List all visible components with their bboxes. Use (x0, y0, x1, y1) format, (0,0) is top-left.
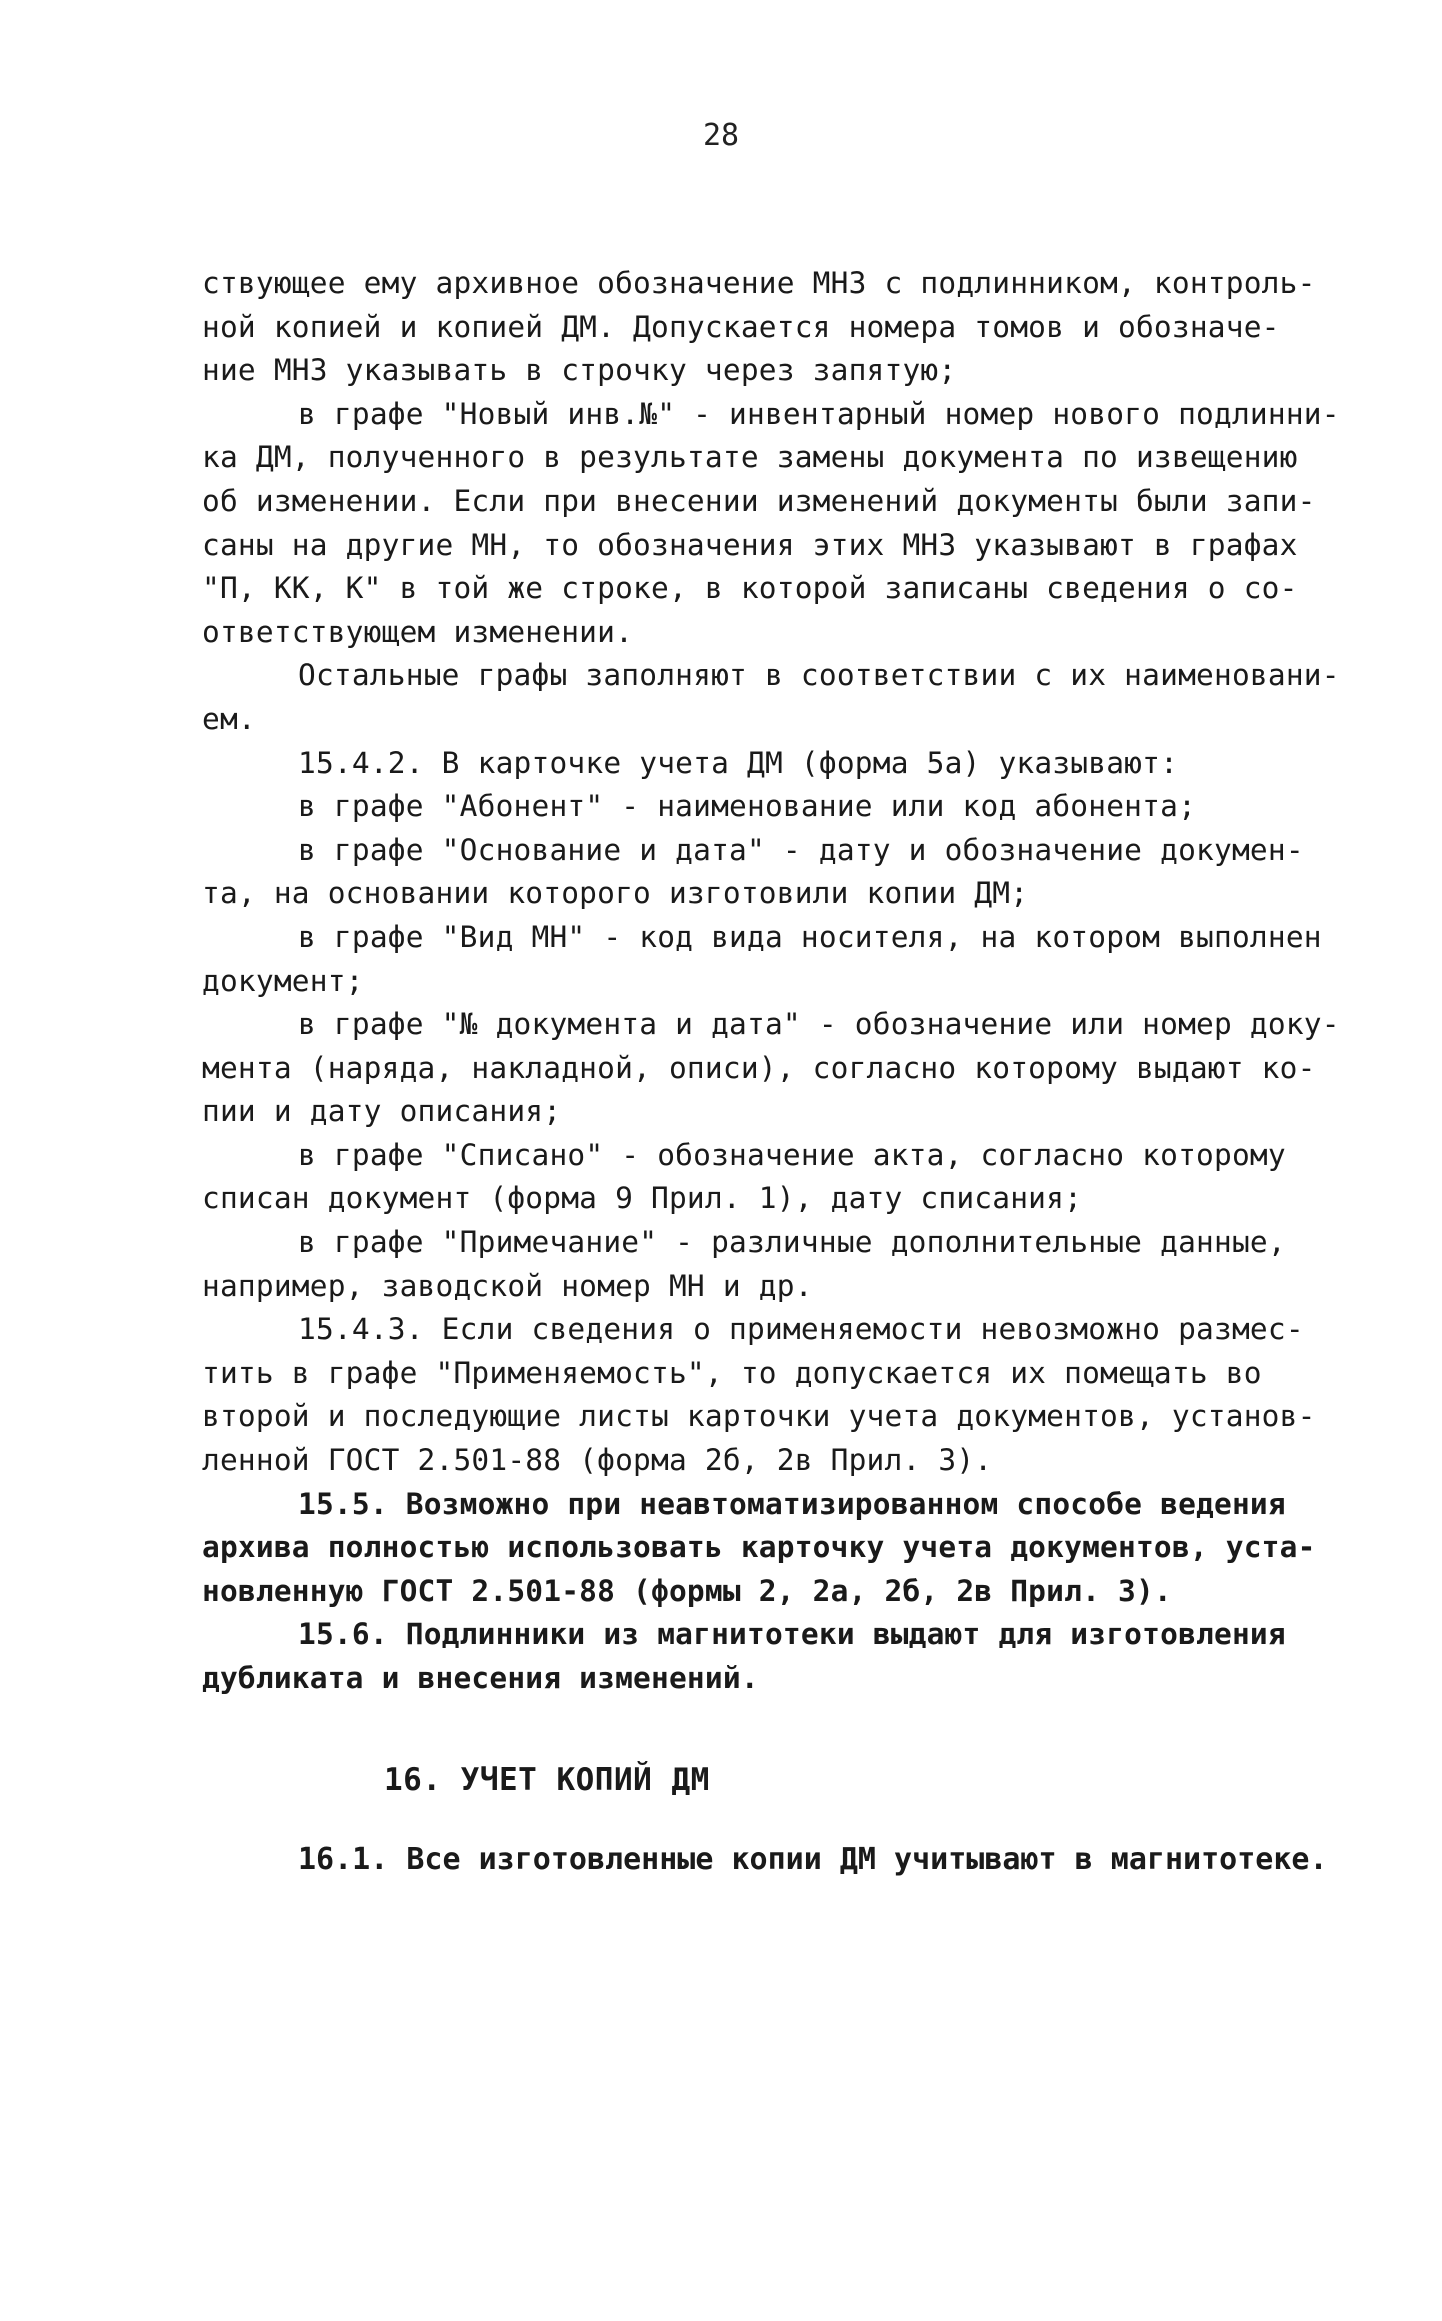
text-line: 15.4.2. В карточке учета ДМ (форма 5а) указывают: (298, 745, 1179, 780)
text-line: пии и дату описания; (202, 1094, 562, 1129)
text-line: ленной ГОСТ 2.501-88 (форма 2б, 2в Прил. 3). (202, 1443, 993, 1478)
text-line: ной копией и копией ДМ. Допускается номера томов и обозначе- (202, 309, 1280, 344)
body-text (202, 262, 1340, 1701)
text-line: в графе "Примечание" - различные дополнительные данные, (298, 1225, 1286, 1260)
text-line: второй и последующие листы карточки учета документов, установ- (202, 1399, 1316, 1434)
text-line: новленную ГОСТ 2.501-88 (формы 2, 2а, 2б, 2в Прил. 3). (202, 1573, 1172, 1608)
text-line: Остальные графы заполняют в соответствии с их наименовани- (298, 658, 1340, 693)
section-paragraph: 16.1. Все изготовленные копии ДМ учитывают в магнитотеке. (298, 1842, 1328, 1877)
text-line: "П, КК, К" в той же строке, в которой записаны сведения о со- (202, 571, 1298, 606)
text-line: 15.5. Возможно при неавтоматизированном способе ведения (298, 1486, 1286, 1521)
text-line: ка ДМ, полученного в результате замены документа по извещению (202, 440, 1298, 475)
page-number: 28 (702, 118, 740, 153)
text-line: архива полностью использовать карточку учета документов, уста- (202, 1530, 1316, 1565)
text-line: в графе "Абонент" - наименование или код абонента; (298, 789, 1197, 824)
text-line: ем. (202, 701, 256, 736)
text-line: списан документ (форма 9 Прил. 1), дату списания; (202, 1181, 1083, 1216)
text-line: например, заводской номер МН и др. (202, 1268, 813, 1303)
text-line: 15.6. Подлинники из магнитотеки выдают для изготовления (298, 1617, 1286, 1652)
text-line: в графе "№ документа и дата" - обозначение или номер доку- (298, 1007, 1340, 1042)
text-line: в графе "Новый инв.№" - инвентарный номер нового подлинни- (298, 396, 1340, 431)
text-line: в графе "Вид МН" - код вида носителя, на котором выполнен (298, 919, 1322, 954)
text-line: об изменении. Если при внесении изменений документы были запи- (202, 483, 1316, 518)
text-line: документ; (202, 963, 364, 998)
text-line: та, на основании которого изготовили копии ДМ; (202, 876, 1029, 911)
text-line: в графе "Списано" - обозначение акта, согласно которому (298, 1137, 1286, 1172)
text-line: 15.4.3. Если сведения о применяемости невозможно размес- (298, 1312, 1304, 1347)
text-line: тить в графе "Применяемость", то допускается их помещать во (202, 1355, 1262, 1390)
text-line: ние МНЗ указывать в строчку через запятую; (202, 353, 957, 388)
text-line: ствующее ему архивное обозначение МНЗ с подлинником, контроль- (202, 266, 1316, 300)
text-line: саны на другие МН, то обозначения этих МНЗ указывают в графах (202, 527, 1298, 562)
text-line: ответствующем изменении. (202, 614, 634, 649)
text-line: мента (наряда, накладной, описи), согласно которому выдают ко- (202, 1050, 1316, 1085)
text-line: дубликата и внесения изменений. (202, 1661, 759, 1695)
text-line: в графе "Основание и дата" - дату и обозначение докумен- (298, 832, 1304, 867)
section-heading: 16. УЧЕТ КОПИЙ ДМ (384, 1762, 710, 1798)
